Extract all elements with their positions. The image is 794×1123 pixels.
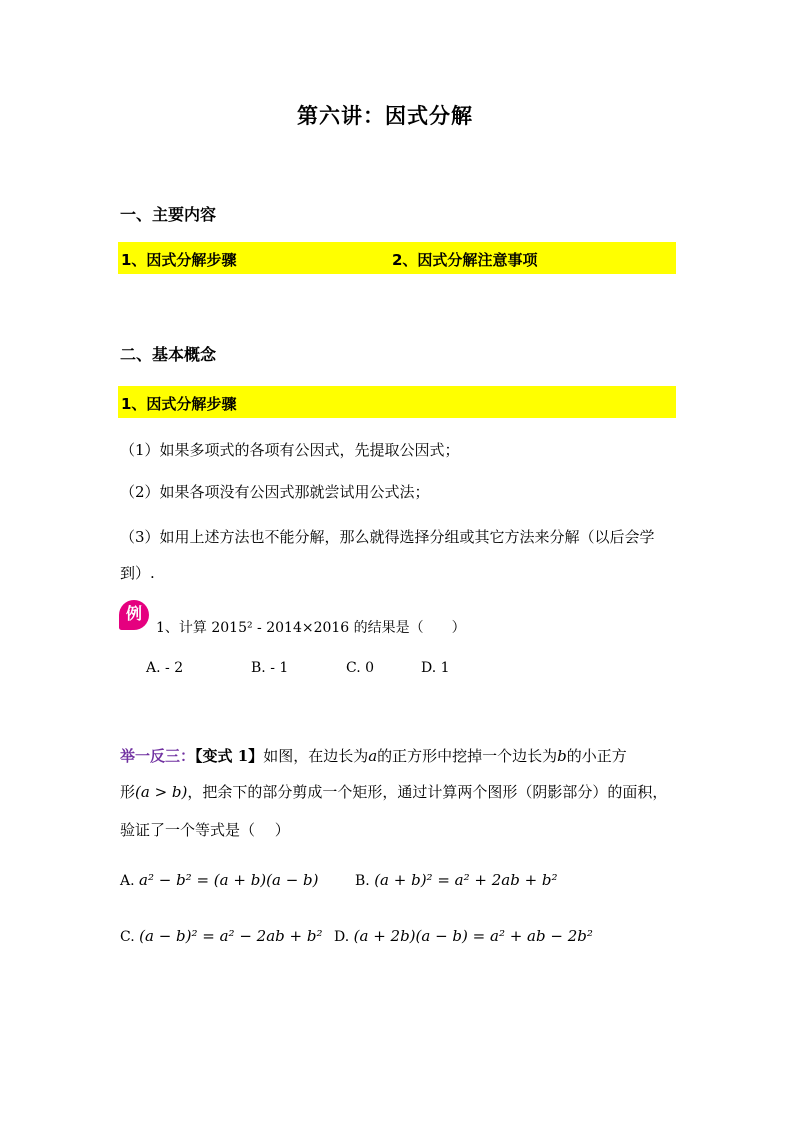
example-option-b: B. - 1 [251, 660, 289, 676]
variant-option-d-label: D. [334, 929, 354, 945]
variable-a: a [368, 747, 378, 765]
variant-option-b-expr: (a + b)² = a² + 2ab + b² [374, 871, 558, 889]
section-heading-basic-concepts: 二、基本概念 [120, 345, 217, 364]
highlight-band-contents [118, 242, 676, 274]
page-title: 第六讲：因式分解 [297, 104, 473, 128]
step-1: （1）如果多项式的各项有公因式，先提取公因式； [120, 441, 460, 459]
variant-text-2: 的正方形中挖掉一个边长为 [377, 747, 558, 765]
subheading-steps: 1、因式分解步骤 [121, 395, 237, 413]
step-2: （2）如果各项没有公因式那就尝试用公式法； [120, 483, 430, 501]
variant-text-5: ，把余下的部分剪成一个矩形，通过计算两个图形（阴影部分）的面积， [187, 783, 668, 801]
variant-option-b [355, 870, 558, 891]
section-heading-main-content: 一、主要内容 [120, 205, 217, 224]
variant-option-a-expr: a² − b² = (a + b)(a − b) [139, 871, 319, 889]
variant-option-b-label: B. [355, 873, 375, 889]
variant-line-1 [120, 746, 627, 766]
content-item-steps: 1、因式分解步骤 [121, 251, 237, 269]
variant-text-3: 的小正方 [566, 747, 627, 765]
variant-option-a [120, 870, 319, 891]
variant-tag: 举一反三： [120, 747, 196, 765]
example-option-d: D. 1 [421, 660, 450, 676]
example-question: 1、计算 2015² - 2014×2016 的结果是（ ） [156, 620, 466, 636]
variant-line-2 [120, 782, 667, 802]
step-3: （3）如用上述方法也不能分解，那么就得选择分组或其它方法来分解（以后会学到）. [120, 528, 655, 582]
variable-b: b [557, 747, 567, 765]
example-option-a: A. - 2 [146, 660, 184, 676]
example-option-c: C. 0 [346, 660, 375, 676]
variant-label: 【变式 1】 [195, 747, 264, 765]
variant-option-c-expr: (a − b)² = a² − 2ab + b² [139, 927, 323, 945]
content-item-notes: 2、因式分解注意事项 [392, 251, 538, 269]
highlight-band-subheading [118, 386, 676, 418]
variant-option-d [334, 926, 593, 947]
example-badge: 例 [119, 600, 149, 630]
variant-line-3: 验证了一个等式是（ ） [120, 821, 290, 839]
variant-text-4: 形 [120, 783, 136, 801]
variant-option-d-expr: (a + 2b)(a − b) = a² + ab − 2b² [353, 927, 593, 945]
variant-text-1: 如图，在边长为 [263, 747, 369, 765]
variant-option-c [120, 926, 322, 947]
example-options [0, 660, 794, 680]
variant-condition: (a > b) [135, 783, 188, 801]
variant-option-a-label: A. [120, 873, 140, 889]
variant-option-c-label: C. [120, 929, 140, 945]
